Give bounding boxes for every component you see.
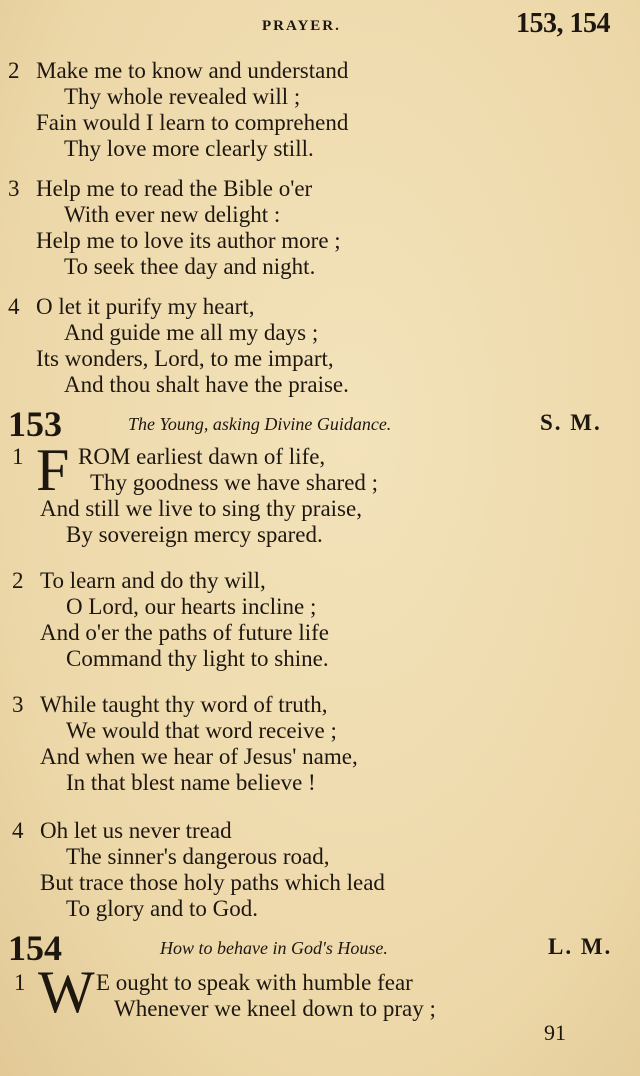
- verse-line: And thou shalt have the praise.: [64, 372, 349, 397]
- hymn-title: How to behave in God's House.: [160, 938, 388, 958]
- stanza-number: 4: [8, 294, 20, 319]
- verse-line: Its wonders, Lord, to me impart,: [36, 346, 334, 371]
- verse-line: Oh let us never tread: [40, 818, 232, 843]
- verse-line: Fain would I learn to comprehend: [36, 110, 349, 135]
- verse-line: Command thy light to shine.: [66, 646, 329, 671]
- hymn-title: The Young, asking Divine Guidance.: [128, 414, 392, 434]
- stanza-number: 1: [14, 970, 26, 995]
- verse-line: And guide me all my days ;: [64, 320, 319, 345]
- verse-line: But trace those holy paths which lead: [40, 870, 385, 895]
- stanza-number: 3: [8, 176, 20, 201]
- verse-line: And when we hear of Jesus' name,: [40, 744, 358, 769]
- hymn-number: 154: [8, 928, 62, 968]
- verse-line: While taught thy word of truth,: [40, 692, 328, 717]
- verse-line: Whenever we kneel down to pray ;: [114, 996, 436, 1021]
- stanza-number: 2: [12, 568, 24, 593]
- verse-line: To glory and to God.: [66, 896, 258, 921]
- verse-line: O Lord, our hearts incline ;: [66, 594, 317, 619]
- stanza-number: 3: [12, 692, 24, 717]
- verse-line: To learn and do thy will,: [40, 568, 266, 593]
- verse-line: We would that word receive ;: [66, 718, 337, 743]
- verse-line: In that blest name believe !: [66, 770, 316, 795]
- verse-line: To seek thee day and night.: [64, 254, 316, 279]
- verse-line: ROM earliest dawn of life,: [78, 444, 326, 469]
- running-header-hymn-range: 153, 154: [516, 8, 610, 39]
- verse-line: Thy whole revealed will ;: [64, 84, 301, 109]
- hymn-number: 153: [8, 404, 62, 444]
- verse-line: Thy love more clearly still.: [64, 136, 314, 161]
- page-number: 91: [544, 1020, 566, 1045]
- stanza-number: 2: [8, 58, 20, 83]
- verse-line: With ever new delight :: [64, 202, 281, 227]
- verse-line: The sinner's dangerous road,: [66, 844, 330, 869]
- verse-line: By sovereign mercy spared.: [66, 522, 323, 547]
- drop-cap: F: [36, 437, 70, 503]
- verse-line: Help me to read the Bible o'er: [36, 176, 313, 201]
- running-header-section: PRAYER.: [262, 18, 341, 34]
- hymn-meter: L. M.: [548, 934, 613, 959]
- stanza-number: 1: [12, 444, 24, 469]
- verse-line: Make me to know and understand: [36, 58, 349, 83]
- verse-line: Thy goodness we have shared ;: [90, 470, 379, 495]
- verse-line: E ought to speak with humble fear: [96, 970, 413, 995]
- verse-line: O let it purify my heart,: [36, 294, 255, 319]
- verse-line: And o'er the paths of future life: [40, 620, 329, 645]
- hymn-meter: S. M.: [540, 410, 602, 435]
- verse-line: Help me to love its author more ;: [36, 228, 341, 253]
- verse-line: And still we live to sing thy praise,: [40, 496, 362, 521]
- stanza-number: 4: [12, 818, 24, 843]
- drop-cap: W: [38, 959, 95, 1025]
